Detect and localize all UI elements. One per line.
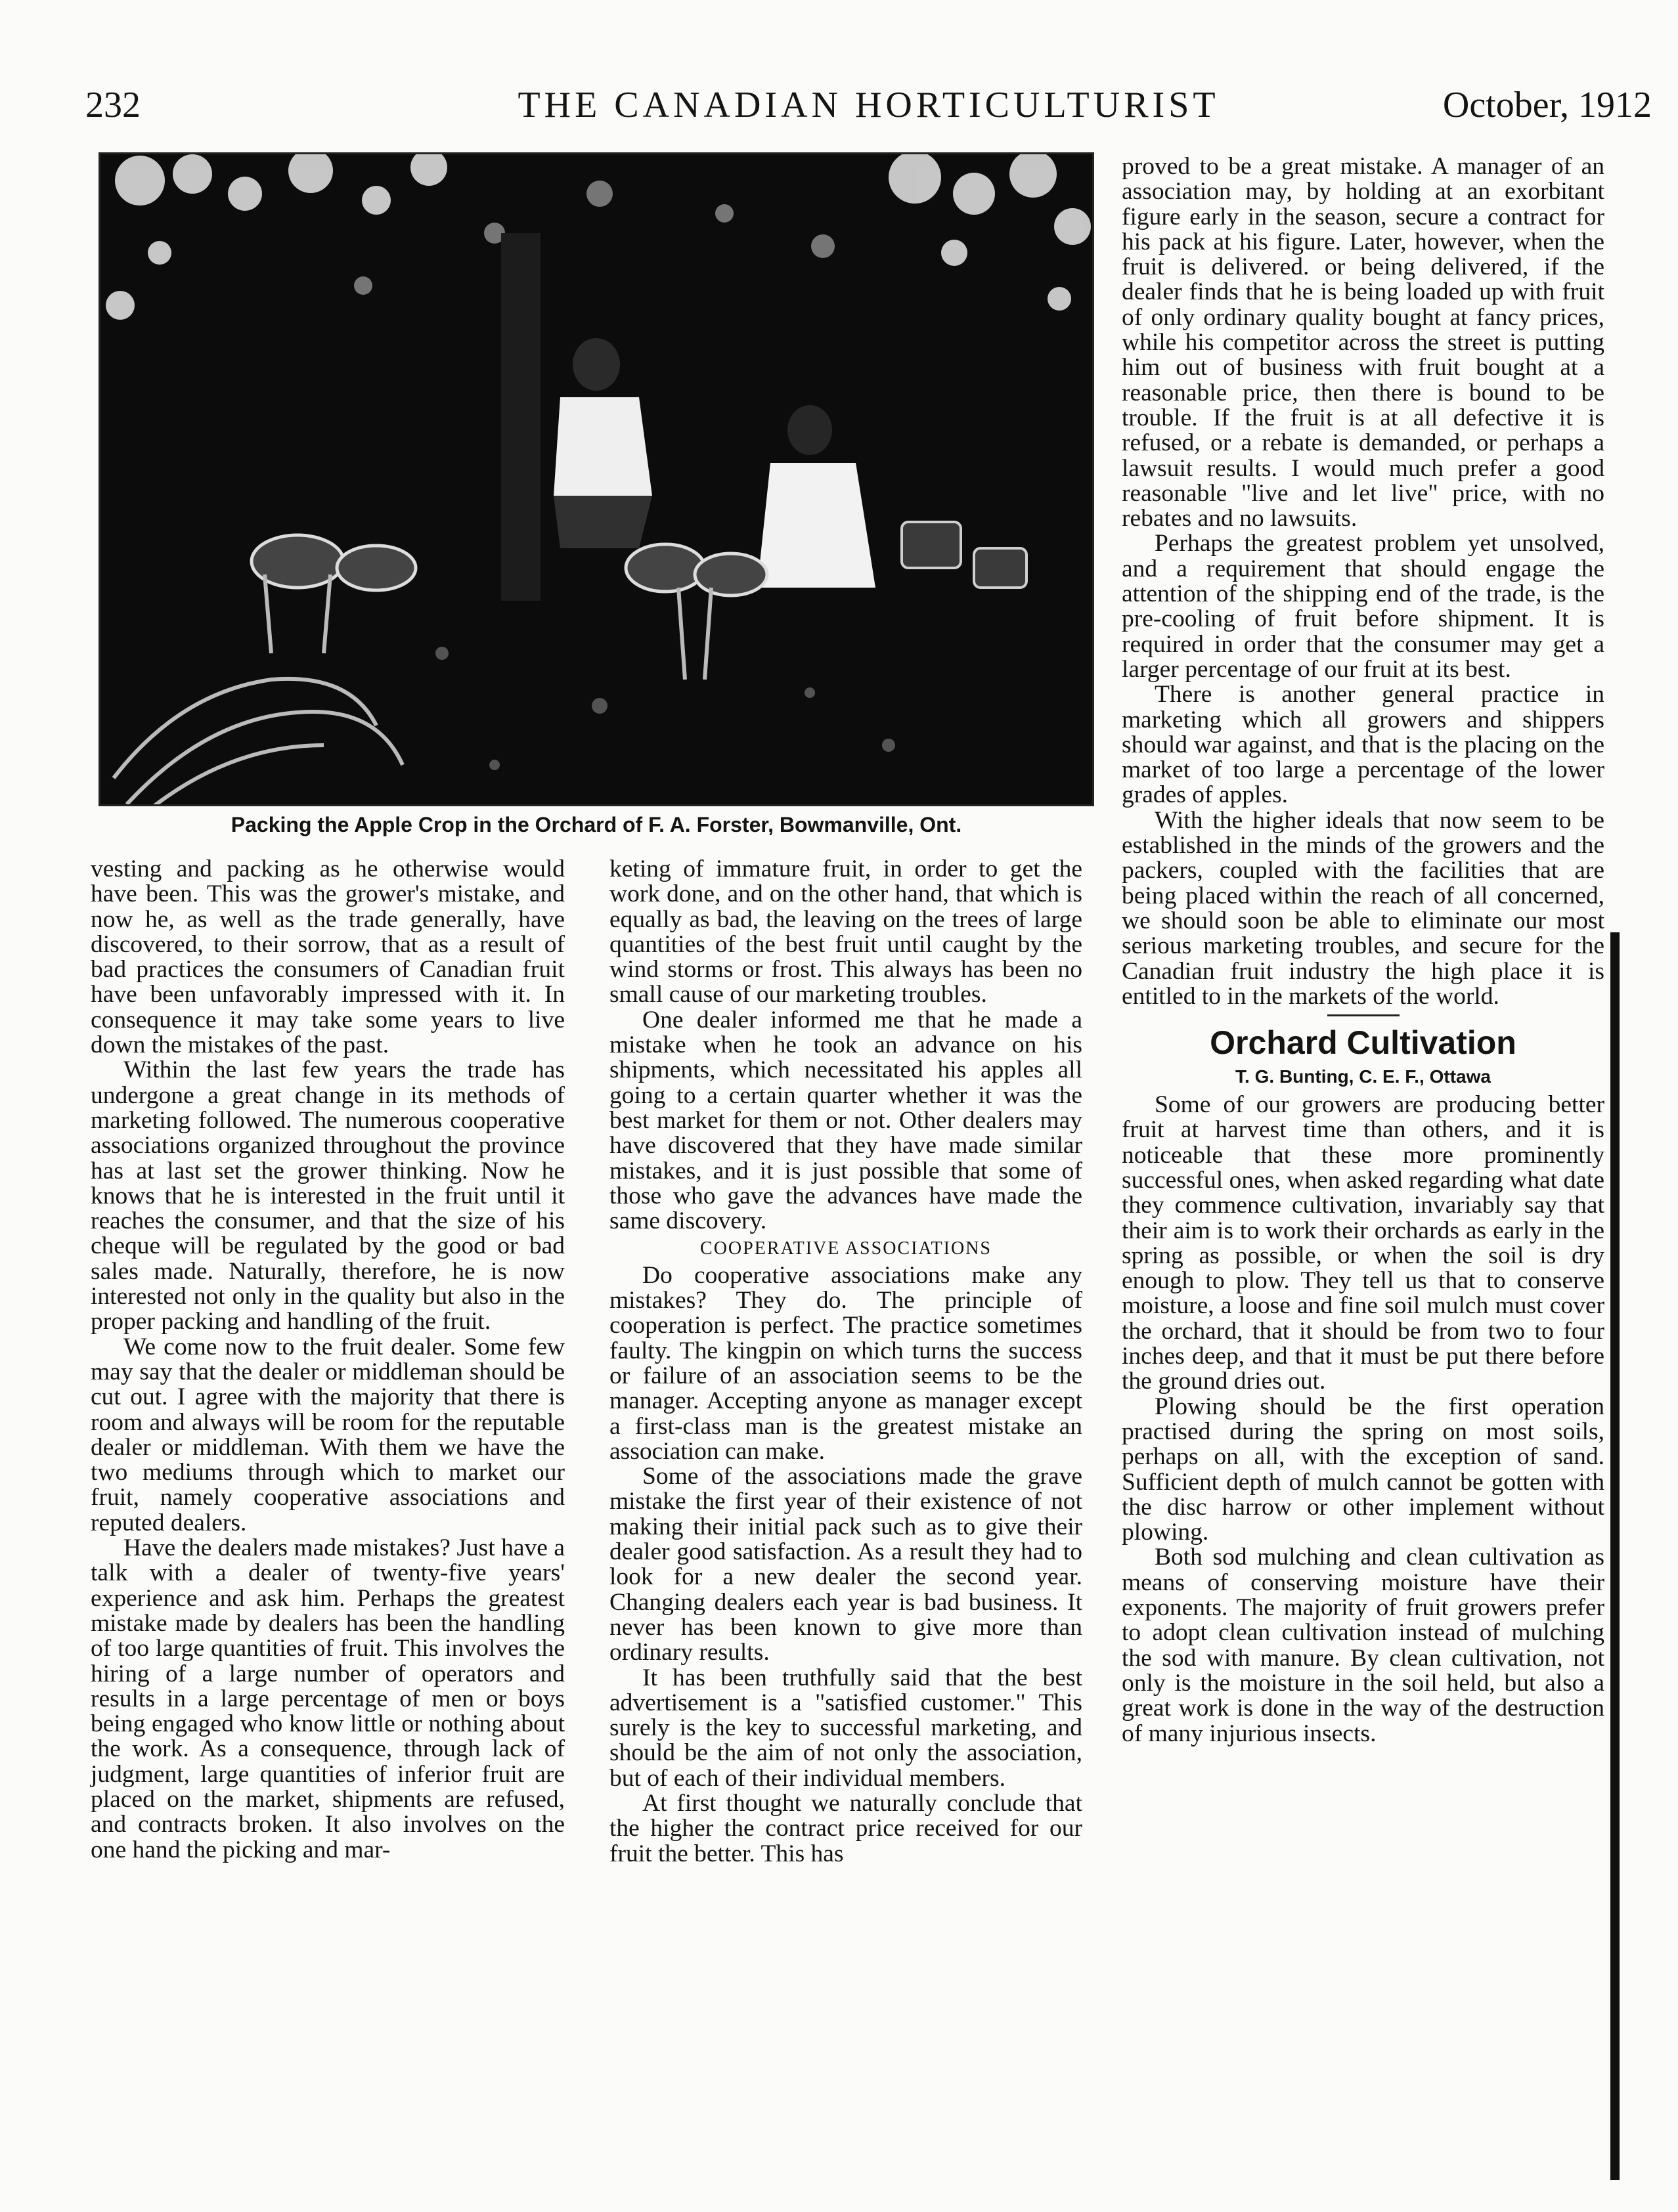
section-divider (1327, 1014, 1400, 1016)
text-column-2 (609, 857, 1082, 2137)
page-edge-shadow (1610, 932, 1620, 2180)
paragraph: vesting and packing as he otherwise would have been. This was the grower's mistake, and now he, as well as the trade generally, have discovered, to their sorrow, that as a result of bad practices the consumers of Canadian fruit have been unfavorably impressed with it. In consequence it may take some years to live down the mistakes of the past. (91, 856, 565, 1059)
paragraph: keting of immature fruit, in order to get the work done, and on the other hand, that which is equally as bad, the leaving on the trees of large quantities of the best fruit until caught by the wind storms or frost. This always has been no small cause of our marketing troubles. (609, 856, 1082, 1008)
paragraph: Have the dealers made mistakes? Just have a talk with a dealer of twenty-five years' experience and ask him. Perhaps the greatest mistake made by dealers has been the handling of too large quantities of fruit. This involves the hiring of a large number of operators and results in a large percentage of men or boys being engaged who know little or nothing about the work. As a consequence, through lack of judgment, large quantities of inferior fruit are placed on the market, shipments are refused, and contracts broken. It also involves on the one hand the picking and mar- (91, 1534, 565, 1863)
page-number: 232 (85, 85, 141, 125)
paragraph: Both sod mulching and clean cultivation as means of conserving moisture have their exponents. The majority of fruit growers prefer to adopt clean cultivation instead of mulching the sod with manure. By clean cultivation, not only is the moisture in the soil held, but also a great work is done in the way of the destruction of many injurious insects. (1122, 1544, 1604, 1747)
paragraph: Plowing should be the first operation practised during the spring on most soils, perhaps on all, with the exception of sand. Sufficient depth of mulch cannot be gotten with the disc harrow or other implement without plowing. (1122, 1393, 1604, 1546)
article-byline: T. G. Bunting, C. E. F., Ottawa (1235, 1066, 1491, 1087)
orchard-photo-graphic (100, 154, 1092, 804)
paragraph: proved to be a great mistake. A manager of an association may, by holding at an exorbitant figure early in the season, secure a contract for his pack at his figure. Later, however, when the fruit is delivered. or being delivered, if the dealer finds that he is being loaded up with fruit of only ordinary quality bought at fancy prices, while his competitor across the street is putting him out of business with fruit bought at a reasonable price, then there is bound to be trouble. If the fruit is at all defective it is refused, or a rebate is demanded, or perhaps a lawsuit results. I would much prefer a good reasonable "live and let live" price, with no rebates and no lawsuits. (1122, 153, 1604, 532)
section-subheading: COOPERATIVE ASSOCIATIONS (700, 1238, 992, 1259)
orchard-photo (99, 152, 1094, 806)
text-column-3 (1122, 154, 1604, 2144)
paragraph: It has been truthfully said that the best advertisement is a "satisfied customer." This surely is the key to successful marketing, and should be the aim of not only the association, but of each of their individual members. (609, 1664, 1082, 1792)
magazine-title: THE CANADIAN HORTICULTURIST (518, 85, 1220, 125)
paragraph: One dealer informed me that he made a mistake when he took an advance on his shipments, which necessitated his apples all going to a certain quarter whether it was the best market for them or not. Other dealers may have discovered that they have made similar mistakes, and it is just possible that some of those who gave the advances have made the same discovery. (609, 1006, 1082, 1235)
text-column-1 (91, 857, 565, 2137)
running-header (85, 84, 1652, 137)
issue-date: October, 1912 (1442, 85, 1652, 125)
paragraph: At first thought we naturally conclude that the higher the contract price received for our fruit the better. This has (609, 1789, 1082, 1867)
paragraph: With the higher ideals that now seem to be established in the minds of the growers and the packers, coupled with the facilities that are being placed within the reach of all concerned, we should soon be able to eliminate our most serious marketing troubles, and secure for the Canadian fruit industry the high place it is entitled to in the markets of the world. (1122, 806, 1604, 1010)
paragraph: Perhaps the greatest problem yet unsolved, and a requirement that should engage the attention of the shipping end of the trade, is the pre-cooling of fruit before shipment. It is required in order that the consumer may get a larger percentage of our fruit at its best. (1122, 530, 1604, 683)
article-headline: Orchard Cultivation (1210, 1024, 1516, 1062)
photo-caption: Packing the Apple Crop in the Orchard of F. A. Forster, Bowmanville, Ont. (231, 813, 962, 836)
paragraph: Do cooperative associations make any mistakes? They do. The principle of cooperation is perfect. The practice sometimes faulty. The kingpin on which turns the success or failure of an association seems to be the manager. Accepting anyone as manager except a first-class man is the greatest mistake an association can make. (609, 1261, 1082, 1465)
paragraph: Some of the associations made the grave mistake the first year of their existence of not making their initial pack such as to give their dealer good satisfaction. As a result they had to look for a new dealer the second year. Changing dealers each year is bad business. It never has been known to give more than ordinary results. (609, 1463, 1082, 1666)
paragraph: Within the last few years the trade has undergone a great change in its methods of marketing followed. The numerous cooperative associations organized throughout the province has at last set the grower thinking. Now he knows that he is interested in the fruit until it reaches the consumer, and that the size of his cheque will be regulated by the good or bad sales made. Naturally, therefore, he is now interested not only in the quality but also in the proper packing and handling of the fruit. (91, 1056, 565, 1335)
paragraph: We come now to the fruit dealer. Some few may say that the dealer or middleman should be cut out. I agree with the majority that there is room and always will be room for the reputable dealer or middleman. With them we have the two mediums through which to market our fruit, namely cooperative associations and reputed dealers. (91, 1333, 565, 1536)
paragraph: There is another general practice in marketing which all growers and shippers should war against, and that is the placing on the market of too large a percentage of the lower grades of apples. (1122, 681, 1604, 809)
paragraph: Some of our growers are producing better fruit at harvest time than others, and it is noticeable that these more prominently successful ones, when asked regarding what date they commence cultivation, invariably say that their aim is to work their orchards as early in the spring as possible, or when the soil is dry enough to plow. They tell us that to conserve moisture, a loose and fine soil mulch must cover the orchard, that it should be from two to four inches deep, and that it must be put there before the ground dries out. (1122, 1091, 1604, 1395)
